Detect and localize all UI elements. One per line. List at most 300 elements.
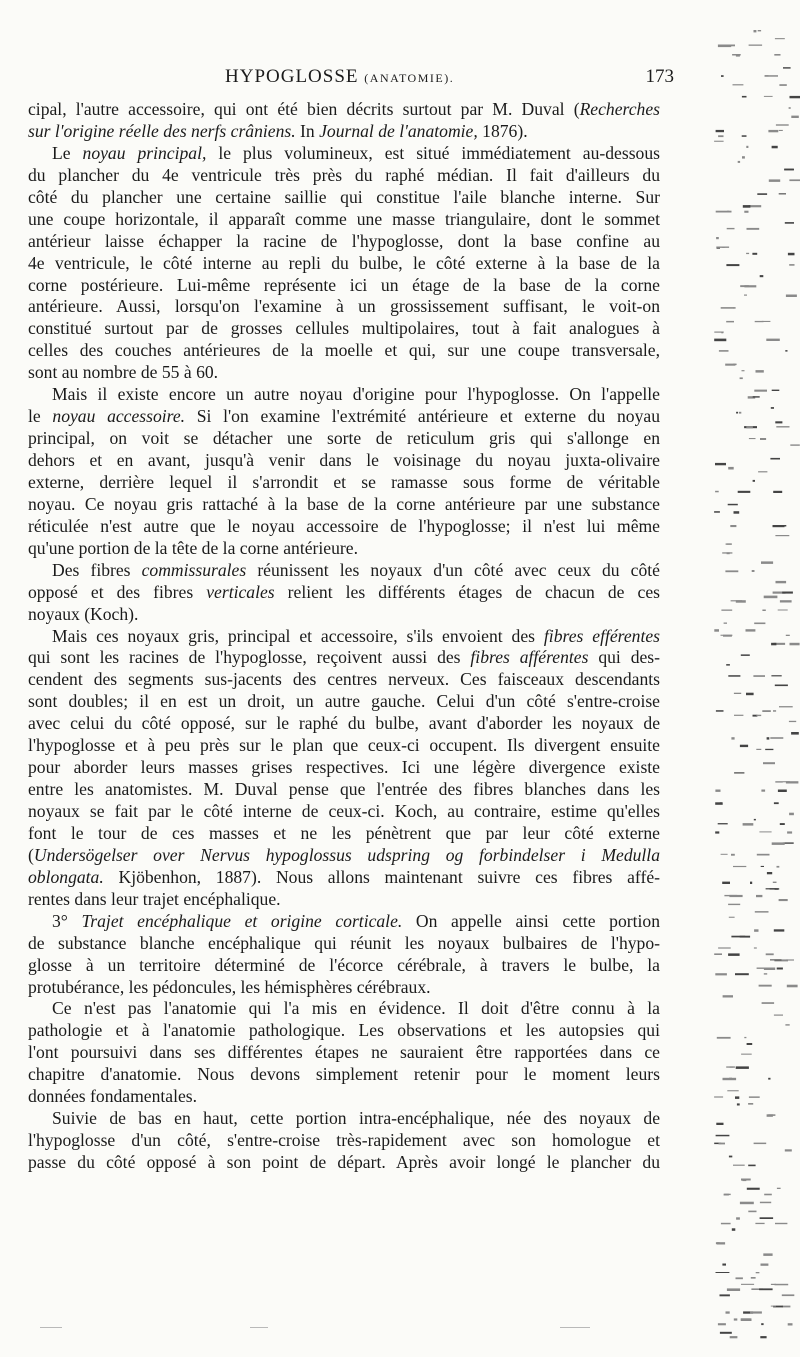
- margin-mark: [726, 1311, 730, 1313]
- margin-mark: [785, 1024, 789, 1025]
- margin-mark: [783, 67, 791, 68]
- margin-mark: [790, 444, 800, 445]
- italic-run: noyau principal,: [82, 142, 207, 163]
- margin-mark: [743, 205, 751, 208]
- text-run: Kjöbenhon, 1887). Nous allons maintenant suivre ces fibres affé-: [103, 866, 660, 887]
- margin-mark: [761, 1323, 763, 1325]
- margin-mark: [776, 426, 789, 427]
- margin-mark: [715, 831, 719, 833]
- text-line: [28, 384, 660, 406]
- text-line: [28, 1152, 660, 1174]
- margin-mark: [728, 467, 734, 470]
- margin-mark: [778, 610, 788, 611]
- margin-mark: [776, 124, 789, 125]
- margin-mark: [777, 866, 780, 868]
- margin-mark: [725, 570, 738, 572]
- margin-mark: [724, 623, 727, 624]
- margin-mark: [734, 772, 744, 773]
- margin-mark: [716, 211, 730, 213]
- margin-mark: [791, 732, 799, 735]
- bleed-mark: [560, 1327, 590, 1328]
- margin-mark: [753, 396, 760, 397]
- margin-mark: [786, 295, 797, 298]
- margin-mark: [751, 1277, 756, 1278]
- margin-mark: [759, 831, 771, 832]
- margin-mark: [717, 1242, 725, 1244]
- text-line: [28, 340, 660, 362]
- margin-mark: [752, 253, 757, 255]
- margin-mark: [777, 968, 783, 970]
- margin-mark: [749, 205, 762, 207]
- margin-mark: [744, 211, 748, 213]
- margin-mark: [760, 438, 766, 440]
- italic-run: Trajet encéphalique et origine corticale.: [81, 910, 403, 931]
- margin-mark: [755, 1223, 764, 1224]
- margin-mark: [724, 895, 737, 896]
- text-run: pour aborder leurs masses grises respectives. Ici une légère divergence existe: [28, 757, 660, 778]
- text-run: noyau. Ce noyau gris rattaché à la base de la corne antérieure par une substance: [28, 493, 660, 514]
- text-run: Le: [52, 142, 83, 163]
- text-line: [28, 1108, 660, 1130]
- margin-mark: [764, 596, 778, 599]
- text-run: Des fibres: [52, 559, 142, 580]
- margin-mark: [746, 426, 753, 428]
- text-run: sont doubles; il en est un droit, un autre gauche. Celui d'un côté s'entre-croise: [28, 691, 660, 712]
- text-line: [28, 998, 660, 1020]
- margin-mark: [733, 84, 744, 85]
- text-run: l'hypoglosse d'un côté, s'entre-croise très-rapidement avec son homologue et: [28, 1130, 660, 1151]
- margin-mark: [782, 592, 793, 594]
- italic-run: Journal de l'anatomie,: [319, 120, 478, 141]
- margin-mark: [775, 781, 783, 782]
- margin-mark: [791, 116, 799, 118]
- margin-mark: [741, 1179, 745, 1181]
- text-line: [28, 428, 660, 450]
- margin-mark: [746, 629, 756, 631]
- italic-run: commissurales: [141, 559, 247, 580]
- margin-mark: [734, 511, 740, 514]
- margin-mark: [756, 715, 761, 716]
- margin-mark: [755, 321, 764, 322]
- margin-mark: [767, 872, 772, 874]
- margin-mark: [717, 1037, 731, 1039]
- margin-mark: [716, 130, 724, 132]
- bleed-mark: [40, 1327, 62, 1328]
- margin-mark: [756, 370, 764, 373]
- margin-mark: [768, 130, 778, 132]
- text-run: constitué surtout par de grosses cellules multipolaires, tout à fait analogues à: [28, 318, 660, 339]
- margin-mark: [714, 332, 723, 333]
- margin-mark: [747, 228, 760, 230]
- margin-mark: [748, 1211, 756, 1213]
- margin-mark: [752, 570, 755, 571]
- margin-mark: [736, 412, 738, 414]
- margin-mark: [787, 831, 792, 833]
- text-run: une coupe horizontale, il apparaît comme une masse triangulaire, dont le sommet: [28, 208, 660, 229]
- italic-run: sur l'origine réelle des nerfs crâniens.: [28, 120, 296, 141]
- margin-mark: [760, 275, 764, 277]
- margin-mark: [748, 1103, 753, 1104]
- text-line: [28, 560, 660, 582]
- margin-mark: [727, 552, 730, 554]
- margin-mark: [733, 364, 737, 366]
- text-line: [28, 472, 660, 494]
- margin-mark: [789, 813, 794, 816]
- text-line: [28, 1086, 660, 1108]
- text-run: cipal, l'autre accessoire, qui ont été bien décrits surtout par M. Duval (: [28, 99, 580, 119]
- margin-mark: [730, 525, 736, 527]
- bleed-mark: [250, 1327, 268, 1328]
- margin-mark: [757, 854, 770, 856]
- margin-mark: [768, 1078, 770, 1080]
- margin-mark: [716, 247, 724, 248]
- margin-mark: [761, 866, 764, 867]
- margin-mark: [759, 985, 772, 987]
- margin-mark: [721, 854, 728, 855]
- margin-mark: [742, 135, 747, 137]
- text-run: (: [28, 844, 34, 865]
- margin-mark: [775, 535, 789, 536]
- margin-mark: [722, 1264, 726, 1266]
- text-line: [28, 911, 660, 933]
- margin-mark: [762, 1002, 775, 1004]
- margin-mark: [790, 643, 800, 646]
- margin-mark: [789, 264, 794, 266]
- margin-mark: [734, 715, 743, 716]
- text-line: [28, 691, 660, 713]
- margin-mark: [774, 1015, 783, 1016]
- margin-mark: [763, 762, 775, 764]
- margin-mark: [771, 643, 776, 646]
- margin-mark: [782, 1294, 795, 1296]
- margin-mark: [730, 1066, 734, 1067]
- text-run: corne postérieure. Lui-même représente ici un étage de la base de la corne: [28, 274, 660, 295]
- text-run: sont au nombre de 55 à 60.: [28, 362, 219, 383]
- text-run: rentes dans leur trajet encéphalique.: [28, 888, 281, 909]
- text-line: [28, 275, 660, 297]
- margin-mark: [779, 84, 786, 86]
- text-line: [28, 779, 660, 801]
- margin-mark: [734, 1318, 738, 1320]
- margin-mark: [716, 1272, 730, 1273]
- margin-mark: [729, 1156, 732, 1158]
- margin-mark: [788, 253, 795, 256]
- text-run: dehors et en avant, jusqu'à venir dans le voisinage du noyau juxta-olivaire: [28, 450, 660, 470]
- margin-mark: [789, 107, 791, 109]
- margin-mark: [756, 895, 762, 897]
- margin-mark: [740, 1202, 754, 1205]
- margin-mark: [714, 629, 719, 632]
- margin-mark: [761, 1264, 769, 1266]
- margin-mark: [741, 1318, 752, 1321]
- margin-mark: [775, 1284, 789, 1286]
- margin-mark: [747, 1043, 753, 1045]
- text-line: [28, 889, 660, 911]
- margin-mark: [771, 675, 781, 676]
- text-run: de substance blanche encéphalique qui réunit les noyaux bulbaires de l'hypo-: [28, 932, 660, 953]
- margin-mark: [760, 1217, 774, 1219]
- margin-mark: [754, 390, 767, 392]
- text-run: du plancher du 4e ventricule très près du raphé médian. Il fait d'ailleurs du: [28, 164, 660, 185]
- text-line: [28, 801, 660, 823]
- text-line: [28, 1020, 660, 1042]
- margin-mark: [775, 421, 782, 423]
- margin-mark: [718, 823, 728, 824]
- margin-mark: [762, 610, 765, 612]
- margin-mark: [738, 491, 751, 493]
- margin-mark: [742, 156, 745, 158]
- margin-mark: [758, 471, 767, 472]
- text-run: Ce n'est pas l'anatomie qui l'a mis en évidence. Il doit d'être connu à la: [52, 998, 660, 1019]
- margin-mark: [744, 285, 756, 287]
- margin-mark: [787, 985, 798, 988]
- text-line: [28, 955, 660, 977]
- margin-mark: [723, 635, 732, 637]
- margin-mark: [737, 1103, 740, 1105]
- text-run: avec celui du côté opposé, sur le raphé du bulbe, avant d'aborder les noyaux de: [28, 713, 660, 734]
- margin-mark: [756, 1272, 760, 1273]
- margin-mark: [764, 968, 775, 971]
- margin-mark: [775, 685, 788, 687]
- text-run: qui des-: [588, 647, 661, 668]
- margin-mark: [773, 882, 777, 883]
- page-number: 173: [645, 66, 674, 87]
- margin-mark: [748, 1165, 755, 1167]
- margin-mark: [739, 412, 741, 414]
- margin-mark: [728, 675, 740, 677]
- margin-mark: [779, 193, 786, 194]
- text-line: [28, 516, 660, 538]
- margin-mark: [750, 1311, 762, 1313]
- text-run: opposé et des fibres: [28, 581, 207, 602]
- text-run: antérieur laisse échapper la racine de l'hypoglosse, dont la base confine au: [28, 230, 660, 251]
- running-title: [225, 66, 454, 88]
- margin-mark: [735, 1096, 739, 1099]
- margin-mark: [753, 480, 755, 482]
- margin-mark: [727, 228, 735, 229]
- text-line: [28, 99, 660, 121]
- margin-mark: [775, 1223, 787, 1224]
- running-title-word: HYPOGLOSSE: [225, 66, 359, 87]
- margin-mark: [736, 1217, 740, 1219]
- text-line: [28, 187, 660, 209]
- text-line: [28, 450, 660, 472]
- margin-mark: [718, 1323, 726, 1325]
- margin-mark: [718, 135, 723, 137]
- text-run: l'ont poursuivi dans ses différentes étapes ne sauraient être rapportées dans ce: [28, 1042, 660, 1063]
- text-run: relient les différents étages de chacun de ces: [274, 581, 660, 602]
- margin-mark: [721, 307, 734, 309]
- margin-mark: [715, 790, 720, 792]
- margin-mark: [761, 561, 773, 564]
- text-line: [28, 604, 660, 626]
- margin-mark: [763, 1253, 772, 1256]
- text-line: [28, 757, 660, 779]
- text-run: chapitre d'anatomie. Nous devons simplement retenir pour le moment leurs: [28, 1064, 660, 1085]
- text-run: le: [28, 406, 53, 427]
- margin-mark: [780, 600, 792, 602]
- margin-mark: [714, 141, 724, 142]
- text-run: 3°: [52, 910, 82, 931]
- margin-mark: [740, 377, 743, 379]
- margin-mark: [765, 749, 773, 750]
- margin-mark: [760, 1202, 771, 1204]
- text-run: Mais il existe encore un autre noyau d'origine pour l'hypoglosse. On l'appelle: [52, 384, 660, 405]
- margin-mark: [778, 790, 787, 793]
- margin-mark: [749, 438, 756, 439]
- margin-mark: [715, 491, 719, 493]
- text-run: externe, derrière lequel il s'arrondit et se ramasse sous forme de véritable: [28, 471, 660, 492]
- text-run: font le tour de ces masses et ne les pénètrent que par leur côté externe: [28, 822, 660, 843]
- text-run: entre les anatomistes. M. Duval pense que l'entrée des fibres blanches dans les: [28, 779, 660, 800]
- margin-mark: [716, 1123, 723, 1125]
- margin-mark: [729, 917, 735, 918]
- margin-mark: [758, 30, 761, 31]
- text-line: [28, 1064, 660, 1086]
- margin-mark: [720, 802, 722, 804]
- margin-mark: [727, 543, 731, 544]
- margin-mark: [740, 936, 750, 938]
- margin-mark: [784, 169, 794, 171]
- margin-mark: [736, 1066, 749, 1069]
- margin-mark: [788, 1323, 793, 1325]
- margin-mark: [774, 929, 785, 931]
- text-run: qui sont les racines de l'hypoglosse, reçoivent aussi des: [28, 647, 471, 668]
- text-run: Suivie de bas en haut, cette portion intra-encéphalique, née des noyaux de: [52, 1108, 660, 1129]
- margin-mark: [719, 350, 729, 352]
- margin-mark: [785, 222, 794, 224]
- margin-mark: [754, 1143, 767, 1145]
- text-line: [28, 626, 660, 648]
- margin-mark: [733, 1165, 745, 1166]
- margin-mark: [770, 737, 783, 739]
- margin-mark: [721, 610, 732, 611]
- margin-mark: [779, 706, 793, 707]
- margin-mark: [770, 458, 780, 460]
- text-line: [28, 845, 660, 867]
- margin-mark: [740, 745, 748, 747]
- margin-mark: [759, 1288, 773, 1290]
- margin-mark: [765, 75, 779, 77]
- text-line: [28, 933, 660, 955]
- text-line: [28, 713, 660, 735]
- margin-mark: [771, 1306, 776, 1307]
- margin-mark: [754, 30, 757, 32]
- margin-mark: [746, 693, 754, 696]
- margin-mark: [772, 842, 785, 845]
- margin-mark: [731, 854, 735, 856]
- text-run: passe du côté opposé à son point de départ. Après avoir longé le plancher du: [28, 1152, 660, 1172]
- margin-mark: [736, 1277, 743, 1279]
- margin-mark: [776, 581, 787, 583]
- margin-mark: [742, 96, 747, 98]
- text-line: [28, 977, 660, 999]
- text-run: pathologie et à l'anatomie pathologique. Les observations et les autopsies qui: [28, 1020, 660, 1041]
- margin-mark: [773, 525, 785, 527]
- text-line: [28, 253, 660, 275]
- margin-mark: [772, 390, 780, 391]
- margin-mark: [718, 45, 731, 48]
- margin-mark: [753, 675, 765, 677]
- margin-mark: [790, 96, 800, 98]
- margin-mark: [731, 737, 734, 739]
- italic-run: fibres efférentes: [543, 625, 660, 646]
- margin-mark: [762, 710, 771, 712]
- text-line: [28, 406, 660, 428]
- margin-mark: [728, 504, 738, 506]
- text-run: On appelle ainsi cette portion: [402, 910, 660, 931]
- running-title-section: (ANATOMIE).: [364, 71, 455, 85]
- text-run: 4e ventricule, le côté interne au repli du bulbe, le côté externe à la base de la: [28, 252, 660, 273]
- text-line: [28, 143, 660, 165]
- margin-mark: [772, 146, 778, 149]
- margin-mark: [723, 995, 733, 997]
- text-line: [28, 582, 660, 604]
- margin-mark: [779, 130, 783, 131]
- margin-mark: [732, 1228, 736, 1231]
- margin-mark: [773, 710, 776, 712]
- text-run: le plus volumineux, est situé immédiatement au-dessous: [206, 142, 660, 163]
- margin-mark: [786, 635, 790, 636]
- margin-mark: [726, 321, 734, 323]
- margin-mark: [779, 899, 788, 901]
- text-line: [28, 669, 660, 691]
- margin-mark: [766, 953, 774, 955]
- margin-mark: [744, 1037, 746, 1038]
- margin-mark: [735, 973, 749, 975]
- margin-mark: [764, 973, 767, 974]
- text-run: noyaux se fait par le côté interne de ceux-ci. Koch, au contraire, estime qu'elles: [28, 801, 660, 821]
- margin-mark: [777, 1188, 781, 1189]
- margin-mark: [722, 882, 730, 884]
- margin-mark: [766, 339, 780, 341]
- margin-mark: [720, 1294, 730, 1296]
- margin-mark: [731, 600, 743, 601]
- margin-mark: [786, 781, 799, 783]
- italic-run: noyau accessoire.: [52, 406, 186, 427]
- margin-mark: [716, 1135, 730, 1137]
- margin-mark: [723, 1078, 737, 1080]
- text-run: l'hypoglosse et à peu près sur le plan que ceux-ci occupent. Ils divergent ensuite: [28, 735, 660, 756]
- margin-mark: [715, 463, 726, 465]
- italic-run: verticales: [206, 581, 275, 602]
- margin-mark: [720, 1332, 732, 1334]
- margin-mark: [741, 1054, 752, 1055]
- margin-mark: [741, 1284, 754, 1285]
- text-run: noyaux (Koch).: [28, 603, 139, 624]
- margin-mark: [773, 491, 782, 493]
- text-run: cendent des segments sus-jacents des centres nerveux. Ces faisceaux descendants: [28, 669, 660, 690]
- margin-mark: [767, 737, 770, 739]
- margin-mark: [770, 959, 782, 960]
- margin-mark: [718, 947, 731, 948]
- italic-run: oblongata.: [28, 866, 104, 887]
- margin-mark: [721, 75, 724, 77]
- text-run: protubérance, les pédoncules, les hémisphères cérébraux.: [28, 976, 431, 997]
- margin-mark: [785, 1149, 792, 1151]
- text-run: données fondamentales.: [28, 1086, 198, 1107]
- text-line: [28, 647, 660, 669]
- margin-mark: [746, 253, 749, 254]
- margin-mark: [757, 193, 767, 195]
- text-run: 1876).: [477, 120, 528, 141]
- margin-mark: [764, 1194, 772, 1196]
- margin-mark: [789, 721, 796, 722]
- text-run: Mais ces noyaux gris, principal et accessoire, s'ils envoient des: [52, 625, 544, 646]
- margin-mark: [715, 973, 727, 975]
- margin-mark: [741, 654, 750, 656]
- margin-mark: [721, 1223, 731, 1225]
